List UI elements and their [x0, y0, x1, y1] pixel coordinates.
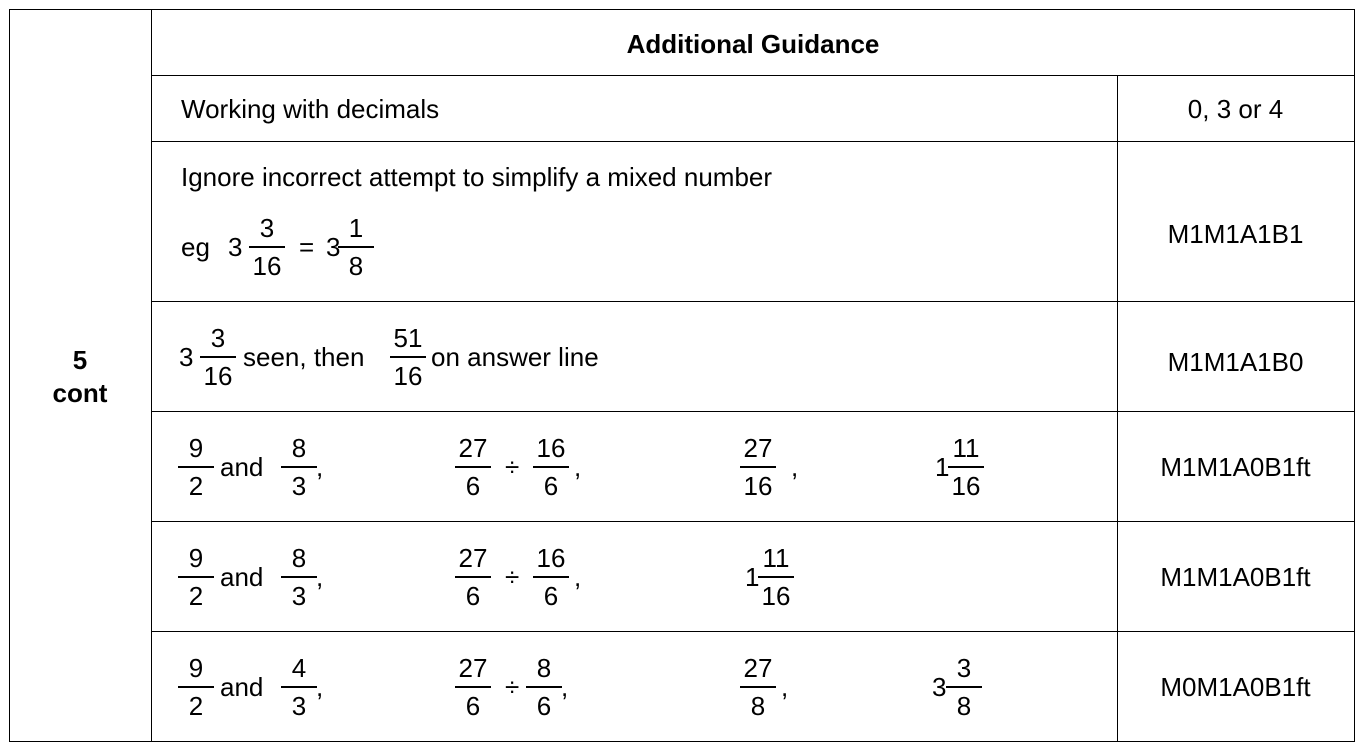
- fraction-bar: [740, 686, 776, 688]
- division-sign: ÷: [505, 452, 520, 482]
- denominator: 3: [291, 581, 307, 611]
- equals-sign: =: [299, 232, 315, 262]
- fraction: [531, 435, 571, 499]
- numerator: 8: [536, 653, 552, 683]
- row-divider: [151, 141, 1355, 142]
- mixed-number-whole: 1: [935, 452, 950, 482]
- and-text: and: [220, 672, 264, 702]
- row-divider: [151, 631, 1355, 632]
- fraction-bar: [455, 466, 491, 468]
- fraction-bar: [178, 466, 214, 468]
- fraction: [176, 435, 216, 499]
- row-divider: [151, 411, 1355, 412]
- denominator: 6: [536, 691, 552, 721]
- comma: ,: [574, 452, 582, 482]
- fraction: [453, 435, 493, 499]
- fraction-bar: [338, 246, 374, 248]
- fraction-bar: [740, 466, 776, 468]
- numerator: 11: [952, 433, 980, 463]
- fraction-bar: [533, 576, 569, 578]
- fraction: [198, 325, 238, 389]
- denominator: 16: [951, 471, 981, 501]
- row1-mark: 0, 3 or 4: [1187, 94, 1284, 124]
- comma: ,: [316, 672, 324, 702]
- header-divider: [151, 75, 1355, 76]
- denominator: 6: [543, 471, 559, 501]
- fraction-bar: [281, 466, 317, 468]
- question-suffix: cont: [52, 378, 108, 408]
- mixed-number-whole: 3: [179, 342, 194, 372]
- row2-mark: M1M1A1B1: [1167, 219, 1304, 249]
- row5-mark: M1M1A0B1ft: [1160, 562, 1311, 592]
- row3-text-answer-line: on answer line: [431, 342, 599, 372]
- mark-column-divider: [1117, 75, 1118, 741]
- denominator: 2: [188, 471, 204, 501]
- row2-eg-label: eg: [181, 232, 210, 262]
- row3-mark: M1M1A1B0: [1167, 347, 1304, 377]
- denominator: 8: [750, 691, 766, 721]
- mixed-number-whole: 3: [228, 232, 243, 262]
- fraction: [279, 435, 319, 499]
- numerator: 9: [188, 543, 204, 573]
- numerator: 16: [536, 433, 566, 463]
- fraction: [756, 545, 796, 609]
- comma: ,: [791, 452, 799, 482]
- fraction: [738, 435, 778, 499]
- mixed-number-whole: 1: [745, 562, 760, 592]
- fraction-bar: [390, 356, 426, 358]
- fraction-bar: [526, 686, 562, 688]
- comma: ,: [574, 562, 582, 592]
- numerator: 27: [458, 653, 488, 683]
- row3-text-seen: seen, then: [243, 342, 365, 372]
- denominator: 6: [543, 581, 559, 611]
- fraction: [946, 435, 986, 499]
- denominator: 8: [956, 691, 972, 721]
- denominator: 16: [252, 251, 282, 281]
- numerator: 3: [956, 653, 972, 683]
- numerator: 27: [743, 433, 773, 463]
- denominator: 6: [465, 691, 481, 721]
- denominator: 16: [203, 361, 233, 391]
- table-border-bottom: [9, 741, 1355, 742]
- comma: ,: [316, 562, 324, 592]
- row2-guidance-text: Ignore incorrect attempt to simplify a mixed number: [181, 162, 773, 192]
- fraction-bar: [946, 686, 982, 688]
- guidance-header: Additional Guidance: [626, 29, 880, 59]
- row4-mark: M1M1A0B1ft: [1160, 452, 1311, 482]
- denominator: 3: [291, 691, 307, 721]
- numerator: 9: [188, 433, 204, 463]
- denominator: 6: [465, 581, 481, 611]
- table-border-left: [9, 9, 10, 741]
- fraction: [176, 655, 216, 719]
- fraction: [524, 655, 564, 719]
- fraction-bar: [455, 576, 491, 578]
- denominator: 3: [291, 471, 307, 501]
- denominator: 2: [188, 691, 204, 721]
- numerator: 4: [291, 653, 307, 683]
- fraction: [944, 655, 984, 719]
- fraction-bar: [200, 356, 236, 358]
- numerator: 27: [743, 653, 773, 683]
- denominator: 8: [348, 251, 364, 281]
- fraction-bar: [281, 576, 317, 578]
- fraction: [247, 215, 287, 279]
- row1-guidance-text: Working with decimals: [181, 94, 440, 124]
- numerator: 9: [188, 653, 204, 683]
- mixed-number-whole: 3: [932, 672, 947, 702]
- denominator: 16: [743, 471, 773, 501]
- table-border-right: [1354, 9, 1355, 741]
- numerator: 51: [393, 323, 423, 353]
- fraction: [176, 545, 216, 609]
- fraction-bar: [948, 466, 984, 468]
- numerator: 16: [536, 543, 566, 573]
- numerator: 27: [458, 543, 488, 573]
- row6-mark: M0M1A0B1ft: [1160, 672, 1311, 702]
- division-sign: ÷: [505, 672, 520, 702]
- mixed-number-whole: 3: [326, 232, 341, 262]
- comma: ,: [316, 452, 324, 482]
- comma: ,: [561, 672, 569, 702]
- fraction: [453, 655, 493, 719]
- fraction-bar: [758, 576, 794, 578]
- fraction-bar: [533, 466, 569, 468]
- fraction: [453, 545, 493, 609]
- denominator: 2: [188, 581, 204, 611]
- fraction: [388, 325, 428, 389]
- fraction: [738, 655, 778, 719]
- and-text: and: [220, 452, 264, 482]
- fraction: [336, 215, 376, 279]
- table-border-top: [9, 9, 1355, 10]
- fraction: [531, 545, 571, 609]
- fraction-bar: [178, 686, 214, 688]
- and-text: and: [220, 562, 264, 592]
- fraction-bar: [249, 246, 285, 248]
- fraction-bar: [281, 686, 317, 688]
- numerator: 1: [348, 213, 364, 243]
- comma: ,: [781, 672, 789, 702]
- fraction: [279, 545, 319, 609]
- denominator: 6: [465, 471, 481, 501]
- numerator: 27: [458, 433, 488, 463]
- denominator: 16: [761, 581, 791, 611]
- numerator: 8: [291, 433, 307, 463]
- question-column-divider: [151, 9, 152, 741]
- row-divider: [151, 301, 1355, 302]
- numerator: 11: [762, 543, 790, 573]
- numerator: 3: [259, 213, 275, 243]
- fraction-bar: [178, 576, 214, 578]
- numerator: 3: [210, 323, 226, 353]
- denominator: 16: [393, 361, 423, 391]
- fraction-bar: [455, 686, 491, 688]
- division-sign: ÷: [505, 562, 520, 592]
- numerator: 8: [291, 543, 307, 573]
- fraction: [279, 655, 319, 719]
- row-divider: [151, 521, 1355, 522]
- question-number: 5: [72, 345, 88, 375]
